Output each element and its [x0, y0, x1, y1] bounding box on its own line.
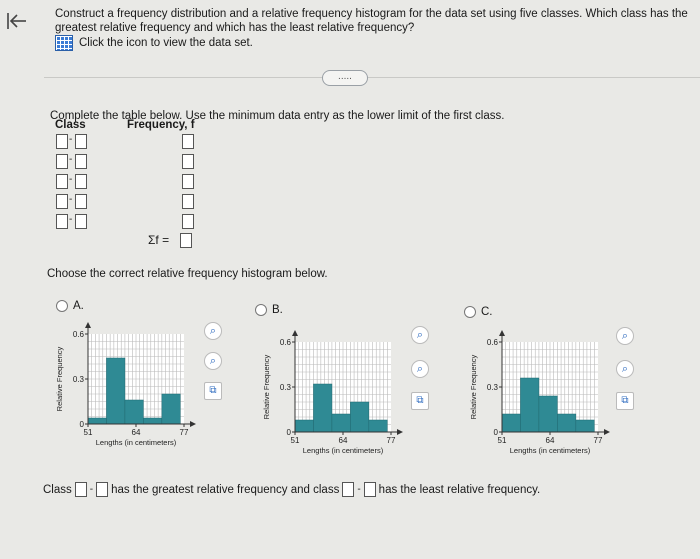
- class-dash: -: [69, 194, 73, 205]
- y-tick-label: 0.6: [72, 330, 84, 339]
- class-upper-input[interactable]: [75, 154, 87, 169]
- view-data-text[interactable]: Click the icon to view the data set.: [79, 37, 253, 49]
- least-class-lower-input[interactable]: [342, 482, 354, 497]
- histogram-bar: [557, 414, 575, 432]
- histogram-bar: [520, 378, 538, 432]
- histogram-bar: [539, 396, 557, 432]
- divider: [44, 77, 700, 78]
- class-dash: -: [69, 214, 73, 225]
- class-lower-input[interactable]: [56, 174, 68, 189]
- option-c-label[interactable]: C.: [481, 306, 493, 318]
- x-tick-label: 51: [290, 436, 300, 445]
- histogram-bar: [143, 418, 161, 424]
- frequency-header: Frequency, f: [127, 119, 195, 131]
- greatest-dash: -: [89, 484, 94, 495]
- class-upper-input[interactable]: [75, 214, 87, 229]
- frequency-input[interactable]: [182, 194, 194, 209]
- zoom-out-icon[interactable]: ⌕: [204, 352, 222, 370]
- histogram-bar: [162, 394, 180, 424]
- option-b[interactable]: [255, 304, 283, 316]
- x-axis-arrow: [190, 421, 196, 427]
- table-instruction: Complete the table below. Use the minimum data entry as the lower limit of the first class.: [50, 110, 505, 122]
- sum-label: Σf =: [148, 233, 170, 247]
- frequency-input[interactable]: [182, 134, 194, 149]
- y-tick-label: 0.3: [279, 383, 291, 392]
- histogram-bar: [369, 420, 387, 432]
- class-lower-input[interactable]: [56, 134, 68, 149]
- x-axis-label: Lengths (in centimeters): [509, 446, 591, 455]
- answer-middle: has the greatest relative frequency and class: [111, 483, 340, 496]
- zoom-out-icon[interactable]: ⌕: [616, 360, 634, 378]
- class-upper-input[interactable]: [75, 174, 87, 189]
- histogram-bar: [502, 414, 520, 432]
- zoom-in-icon[interactable]: ⌕: [411, 326, 429, 344]
- y-axis-label: Relative Frequency: [262, 354, 271, 420]
- question-text: Construct a frequency distribution and a relative frequency histogram for the data set using five classes. Which class has the greatest relative frequency and which has the least relative frequency?: [55, 8, 688, 34]
- class-lower-input[interactable]: [56, 214, 68, 229]
- y-tick-label: 0.6: [486, 338, 498, 347]
- x-axis-label: Lengths (in centimeters): [95, 438, 177, 447]
- class-lower-input[interactable]: [56, 194, 68, 209]
- option-a-label[interactable]: A.: [73, 300, 84, 312]
- option-c-radio[interactable]: [464, 306, 476, 318]
- answer-suffix: has the least relative frequency.: [378, 483, 541, 496]
- option-b-label[interactable]: B.: [272, 304, 283, 316]
- histogram-bar: [350, 402, 368, 432]
- y-axis-arrow: [499, 330, 505, 336]
- y-tick-label: 0.3: [486, 383, 498, 392]
- x-tick-label: 77: [386, 436, 396, 445]
- histogram-bar: [295, 420, 313, 432]
- greatest-class-upper-input[interactable]: [96, 482, 108, 497]
- histogram-prompt: Choose the correct relative frequency histogram below.: [47, 268, 328, 280]
- histogram-b: [257, 324, 407, 464]
- frequency-input[interactable]: [182, 214, 194, 229]
- y-axis-label: Relative Frequency: [55, 346, 64, 412]
- y-tick-label: 0.3: [72, 375, 84, 384]
- class-lower-input[interactable]: [56, 154, 68, 169]
- class-dash: -: [69, 154, 73, 165]
- histogram-bar: [313, 384, 331, 432]
- x-axis-label: Lengths (in centimeters): [302, 446, 384, 455]
- greatest-class-lower-input[interactable]: [75, 482, 87, 497]
- zoom-in-icon[interactable]: ⌕: [204, 322, 222, 340]
- y-tick-label: 0: [493, 428, 498, 437]
- y-axis-arrow: [292, 330, 298, 336]
- class-dash: -: [69, 134, 73, 145]
- class-dash: -: [69, 174, 73, 185]
- histogram-a: [50, 316, 200, 464]
- expand-button[interactable]: .....: [322, 70, 368, 86]
- class-header: Class: [55, 119, 86, 131]
- histogram-bar: [332, 414, 350, 432]
- frequency-input[interactable]: [182, 154, 194, 169]
- class-upper-input[interactable]: [75, 194, 87, 209]
- class-upper-input[interactable]: [75, 134, 87, 149]
- zoom-out-icon[interactable]: ⌕: [411, 360, 429, 378]
- histogram-c: [464, 324, 614, 464]
- x-tick-label: 77: [179, 428, 189, 437]
- zoom-in-icon[interactable]: ⌕: [616, 327, 634, 345]
- x-axis-arrow: [604, 429, 610, 435]
- back-arrow-icon[interactable]: [6, 10, 28, 32]
- histogram-bar: [88, 418, 106, 424]
- x-tick-label: 64: [338, 436, 348, 445]
- histogram-bar: [125, 400, 143, 424]
- histogram-bar: [576, 420, 594, 432]
- option-a-radio[interactable]: [56, 300, 68, 312]
- y-tick-label: 0: [286, 428, 291, 437]
- view-data-link[interactable]: [55, 35, 253, 51]
- y-axis-label: Relative Frequency: [469, 354, 478, 420]
- data-table-icon[interactable]: [55, 35, 73, 51]
- x-tick-label: 64: [131, 428, 141, 437]
- least-class-upper-input[interactable]: [364, 482, 376, 497]
- least-dash: -: [357, 484, 361, 495]
- sum-row: [148, 233, 169, 247]
- y-tick-label: 0: [79, 420, 84, 429]
- histogram-bar: [106, 358, 124, 424]
- x-axis-arrow: [397, 429, 403, 435]
- open-window-icon[interactable]: ⧉: [616, 392, 634, 410]
- frequency-input[interactable]: [182, 174, 194, 189]
- open-window-icon[interactable]: ⧉: [204, 382, 222, 400]
- answer-sentence: [43, 482, 540, 497]
- x-tick-label: 77: [593, 436, 603, 445]
- option-b-radio[interactable]: [255, 304, 267, 316]
- answer-prefix: Class: [43, 483, 72, 496]
- sum-input[interactable]: [180, 233, 192, 248]
- option-a[interactable]: [56, 300, 84, 312]
- open-window-icon[interactable]: ⧉: [411, 392, 429, 410]
- option-c[interactable]: [464, 306, 493, 318]
- y-axis-arrow: [85, 322, 91, 328]
- y-tick-label: 0.6: [279, 338, 291, 347]
- x-tick-label: 64: [545, 436, 555, 445]
- x-tick-label: 51: [497, 436, 507, 445]
- x-tick-label: 51: [83, 428, 93, 437]
